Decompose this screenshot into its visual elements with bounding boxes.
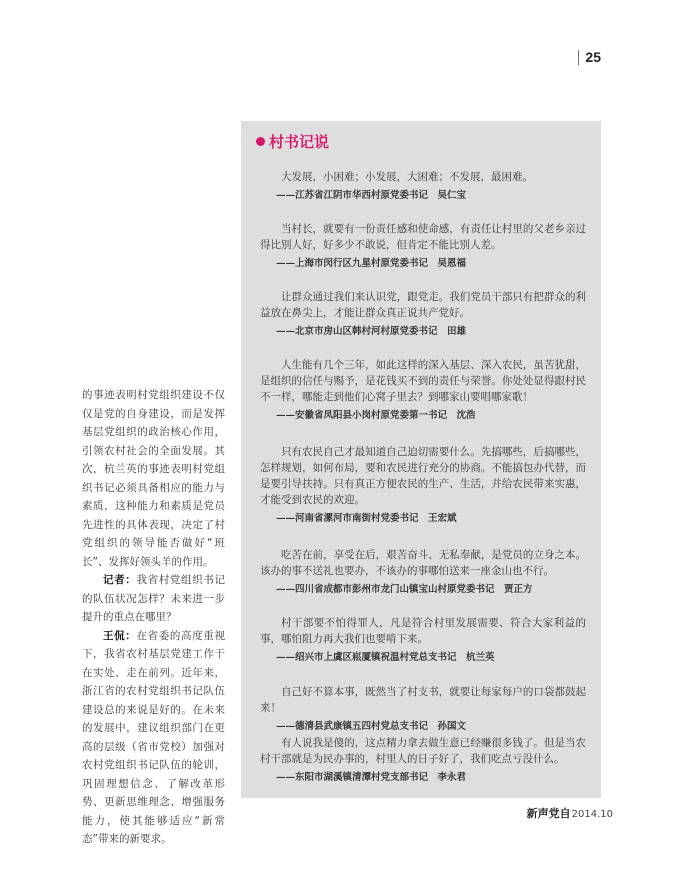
quote-source: ——四川省成都市彭州市龙门山镇宝山村原党委书记 贾正方 [276, 584, 533, 595]
quote-text: 有人说我是傻的，这点精力拿去做生意已经赚很多钱了。但是当农村干部就是为民办事的，村里人的日子好了，我们吃点亏没什么。 [260, 737, 586, 765]
quote-source: ——江苏省江阴市华西村原党委书记 吴仁宝 [276, 190, 467, 201]
quote-item [260, 169, 586, 201]
quote-item [260, 615, 586, 663]
quote-item [260, 547, 586, 595]
quote-source: ——东阳市湖溪镇清潭村党支部书记 李永君 [276, 772, 467, 783]
magazine-logo: 新声党自 [526, 807, 571, 820]
quote-source: ——河南省漯河市南街村党委书记 王宏斌 [276, 513, 457, 524]
quote-source: ——北京市房山区韩村河村原党委书记 田雄 [276, 326, 467, 337]
quote-source: ——安徽省凤阳县小岗村原党委第一书记 沈浩 [276, 410, 476, 421]
quote-text: 当村长，就要有一份责任感和使命感，有责任让村里的父老乡亲过得比别人好，好多少不敢说，但肯定不能比别人差。 [260, 223, 586, 251]
question-text: 我省村党组织书记的队伍状况怎样？未来进一步提升的重点在哪里？ [82, 574, 226, 623]
quote-text: 只有农民自己才最知道自己迫切需要什么。先搞哪些，后搞哪些，怎样规划，如何布局，要和农民进行充分的协商。不能搞包办代替，而是要引导扶持。只有真正方便农民的生产、生活，并给农民带来实惠，才能受到农民的欢迎。 [260, 446, 586, 506]
quote-text: 让群众通过我们来认识党，跟党走。我们党员干部只有把群众的利益放在鼻尖上，才能让群众真正说共产党好。 [260, 291, 586, 319]
quote-item [260, 357, 586, 421]
sidebar-title-text: 村书记说 [269, 133, 330, 151]
quote-text: 吃苦在前，享受在后，艰苦奋斗、无私奉献，是党员的立身之本。该办的事不送礼也要办，不该办的事哪怕送来一座金山也不行。 [260, 549, 586, 577]
interview-answer [82, 627, 225, 849]
quote-source: ——绍兴市上虞区崧厦镇祝温村党总支书记 杭兰英 [276, 652, 495, 663]
quote-text: 大发展，小困难；小发展，大困难；不发展，最困难。 [281, 171, 533, 183]
quote-source: ——德清县武康镇五四村党总支书记 孙国文 [276, 721, 467, 732]
sidebar-title [256, 131, 329, 152]
quote-text: 自己好不算本事，既然当了村支书，就要让每家每户的口袋都鼓起来！ [260, 686, 586, 714]
quote-source: ——上海市闵行区九星村原党委书记 吴恩福 [276, 258, 467, 269]
issue-date: 2014.10 [571, 809, 613, 820]
quote-text: 村干部要不怕得罪人，凡是符合村里发展需要、符合大家利益的事，哪怕阻力再大我们也要啃下来。 [260, 617, 586, 645]
sidebar-box [241, 121, 601, 798]
body-paragraph: 的事迹表明村党组织建设不仅仅是党的自身建设，而是发挥基层党组织的政治核心作用，引领农村社会的全面发展。其次，杭兰英的事迹表明村党组织书记必须具备相应的能力与素质，这种能力和素质是党员先进性的具体表现，决定了村党组织的领导能否做好“班长”、发挥好领头羊的作用。 [82, 389, 225, 568]
quote-item [260, 684, 586, 732]
answer-text: 在省委的高度重视下，我省农村基层党建工作干在实处、走在前列。近年来，浙江省的农村党组织书记队伍建设总的来说是好的。在未来的发展中，建议组织部门在更高的层级（省市党校）加强对农村党组织书记队伍的轮训，巩固理想信念、了解改革形势、更新思维理念、增强服务能力，使其能够适应“新常态”带来的新要求。 [82, 629, 226, 845]
page-footer [527, 805, 613, 821]
quote-item [260, 289, 586, 337]
interview-question [82, 571, 225, 627]
page-number: 25 [578, 50, 601, 65]
bullet-dot-icon [256, 137, 265, 146]
quote-item [260, 735, 586, 783]
left-column [82, 386, 225, 849]
answer-speaker: 王侃： [103, 629, 137, 642]
quote-text: 人生能有几个三年，如此这样的深入基层、深入农民，虽苦犹甜，是组织的信任与赐予，是花钱买不到的责任与荣誉。你处处显得跟村民不一样，哪能走到他们心窝子里去？到哪家山要唱哪家歌！ [260, 359, 586, 403]
question-speaker: 记者： [103, 574, 137, 586]
quote-item [260, 444, 586, 524]
quote-item [260, 221, 586, 269]
